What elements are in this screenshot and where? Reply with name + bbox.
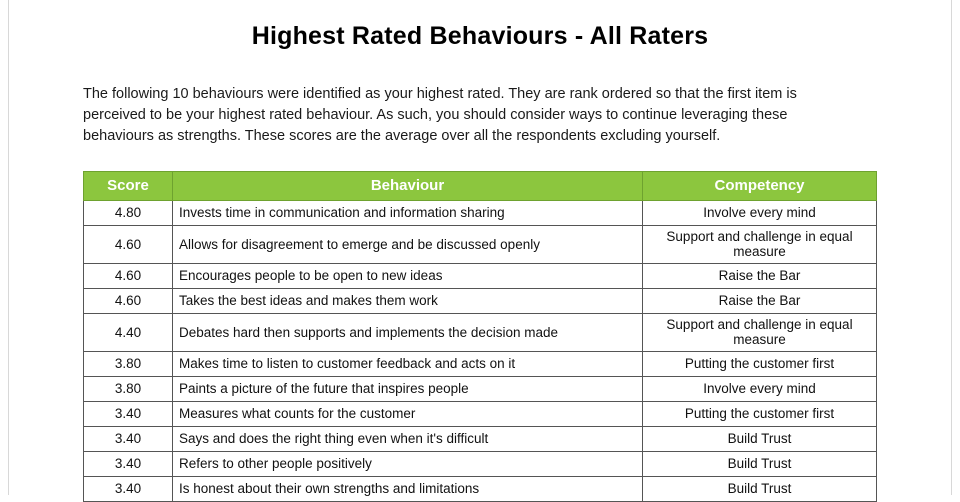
cell-behaviour: Debates hard then supports and implements the decision made <box>173 314 643 352</box>
cell-score: 3.40 <box>84 427 173 452</box>
page-left-margin <box>0 0 9 495</box>
cell-score: 4.60 <box>84 226 173 264</box>
cell-behaviour: Refers to other people positively <box>173 452 643 477</box>
cell-behaviour: Says and does the right thing even when it's difficult <box>173 427 643 452</box>
cell-score: 3.80 <box>84 352 173 377</box>
cell-competency: Build Trust <box>643 477 877 502</box>
table-row <box>84 201 877 226</box>
cell-behaviour: Encourages people to be open to new ideas <box>173 264 643 289</box>
cell-behaviour: Invests time in communication and information sharing <box>173 201 643 226</box>
table-header <box>84 172 877 201</box>
table-row <box>84 402 877 427</box>
table-body <box>84 201 877 502</box>
table-header-row <box>84 172 877 201</box>
cell-behaviour: Takes the best ideas and makes them work <box>173 289 643 314</box>
table-row <box>84 352 877 377</box>
table-row <box>84 477 877 502</box>
table-row <box>84 427 877 452</box>
cell-behaviour: Is honest about their own strengths and limitations <box>173 477 643 502</box>
cell-competency: Putting the customer first <box>643 352 877 377</box>
table-row <box>84 377 877 402</box>
intro-paragraph: The following 10 behaviours were identified as your highest rated. They are rank ordered so that the first item is perceived to be your highest rated behaviour. As such, you should consider ways to continue leveraging these behaviours as strengths. These scores are the average over all the respondents excluding yourself. <box>83 86 797 144</box>
table-row <box>84 314 877 352</box>
cell-competency: Build Trust <box>643 452 877 477</box>
page-title: Highest Rated Behaviours - All Raters <box>251 22 709 50</box>
table-row <box>84 264 877 289</box>
cell-score: 4.60 <box>84 264 173 289</box>
highest-rated-behaviours-table <box>83 171 877 502</box>
cell-competency: Involve every mind <box>643 377 877 402</box>
cell-competency: Support and challenge in equal measure <box>643 314 877 352</box>
cell-score: 3.40 <box>84 402 173 427</box>
cell-score: 3.40 <box>84 452 173 477</box>
table-row <box>84 226 877 264</box>
cell-behaviour: Allows for disagreement to emerge and be discussed openly <box>173 226 643 264</box>
page-right-margin <box>951 0 960 495</box>
column-header-score: Score <box>84 172 173 201</box>
cell-competency: Raise the Bar <box>643 264 877 289</box>
cell-competency: Support and challenge in equal measure <box>643 226 877 264</box>
table-row <box>84 452 877 477</box>
cell-behaviour: Makes time to listen to customer feedback and acts on it <box>173 352 643 377</box>
cell-competency: Putting the customer first <box>643 402 877 427</box>
cell-score: 3.40 <box>84 477 173 502</box>
cell-score: 3.80 <box>84 377 173 402</box>
cell-behaviour: Measures what counts for the customer <box>173 402 643 427</box>
table-row <box>84 289 877 314</box>
cell-behaviour: Paints a picture of the future that inspires people <box>173 377 643 402</box>
cell-score: 4.60 <box>84 289 173 314</box>
cell-competency: Raise the Bar <box>643 289 877 314</box>
cell-score: 4.80 <box>84 201 173 226</box>
cell-score: 4.40 <box>84 314 173 352</box>
column-header-behaviour: Behaviour <box>173 172 643 201</box>
cell-competency: Build Trust <box>643 427 877 452</box>
cell-competency: Involve every mind <box>643 201 877 226</box>
column-header-competency: Competency <box>643 172 877 201</box>
page-content <box>83 0 877 502</box>
